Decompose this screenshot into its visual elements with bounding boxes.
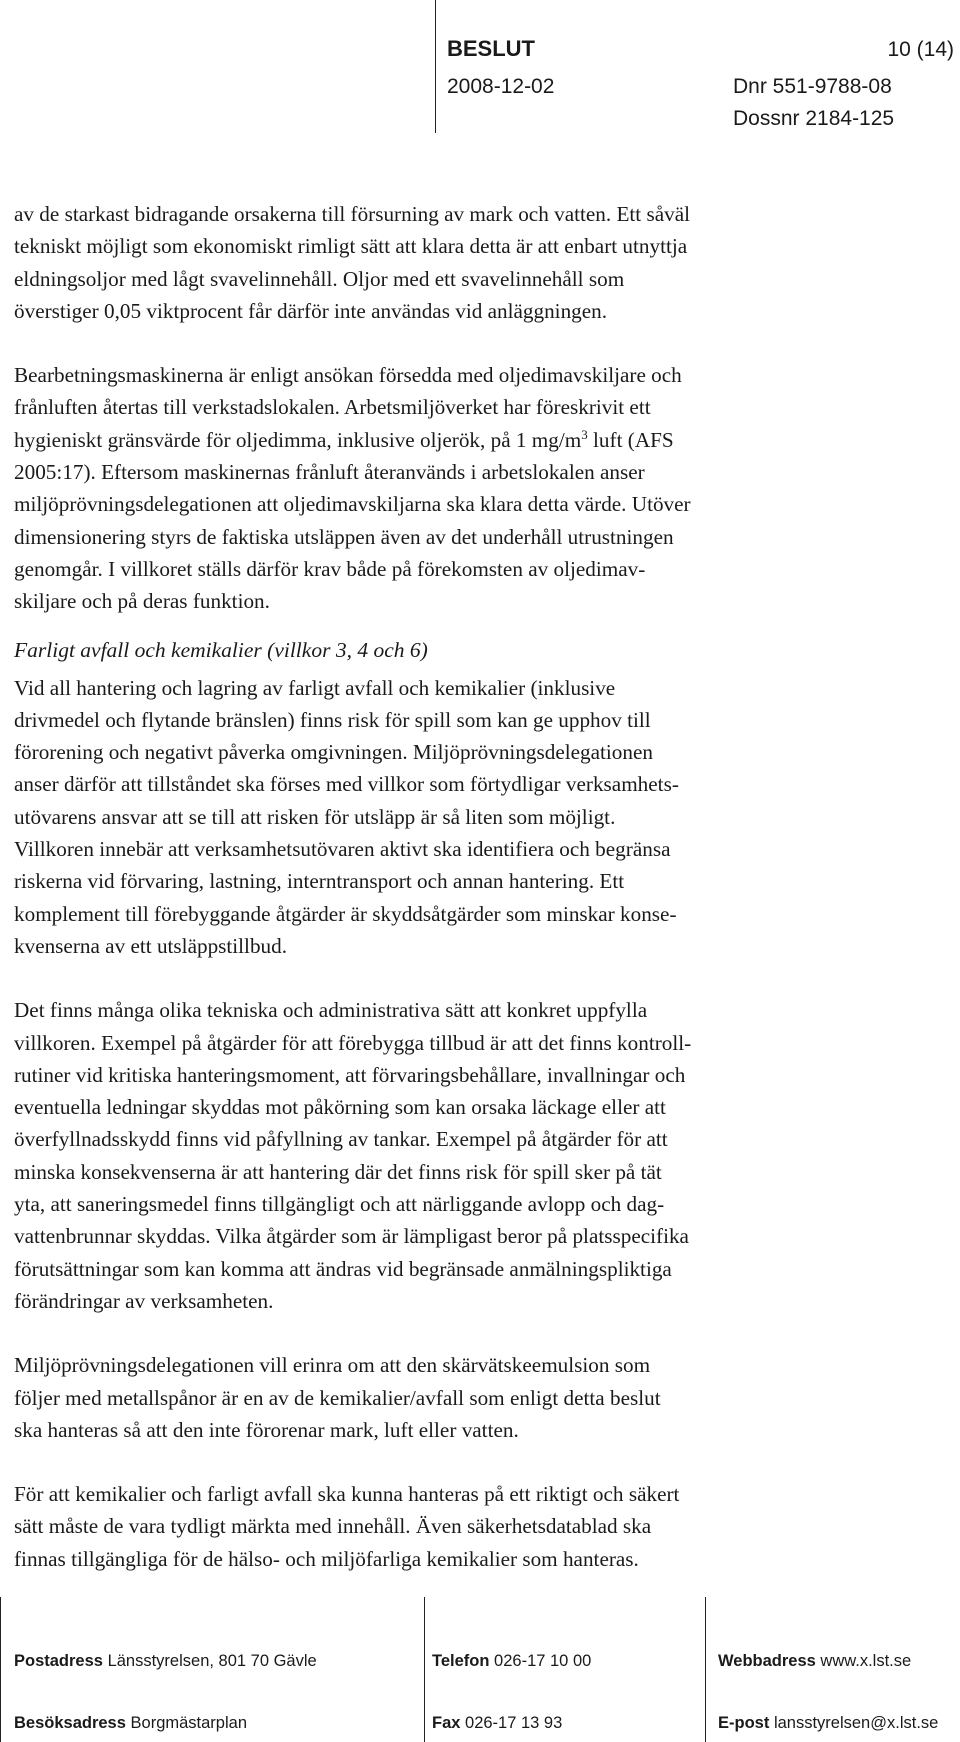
footer-label: Telefon: [432, 1652, 490, 1670]
text-line: överstiger 0,05 viktprocent får därför inte användas vid anläggningen.: [14, 298, 608, 323]
text-line: sätt måste de vara tydligt märkta med innehåll. Även säkerhetsdatablad ska: [14, 1514, 652, 1539]
header-divider: [435, 0, 436, 133]
website-link[interactable]: www.x.lst.se: [820, 1652, 912, 1670]
text-line: riskerna vid förvaring, lastning, interntransport och annan hantering. Ett: [14, 869, 625, 894]
paragraph-emulsion: [14, 1349, 894, 1446]
footer-divider: [0, 1597, 1, 1742]
text-line: överfyllnadsskydd finns vid påfyllning av tankar. Exempel på åtgärder för att: [14, 1127, 668, 1152]
footer-value: Borgmästarplan: [130, 1714, 247, 1732]
text-line: rutiner vid kritiska hanteringsmoment, att förvaringsbehållare, invallningar och: [14, 1062, 686, 1087]
text-line: tekniskt möjligt som ekonomiskt rimligt sätt att klara detta är att enbart utnyttja: [14, 234, 688, 259]
text-fragment: hygieniskt gränsvärde för oljedimma, inklusive oljerök, på 1 mg/m: [14, 427, 582, 452]
text-line: Det finns många olika tekniska och administrativa sätt att konkret uppfylla: [14, 998, 648, 1023]
footer-value: 026-17 13 93: [465, 1714, 563, 1732]
diary-number: Dnr 551-9788-08: [733, 75, 892, 98]
footer-fax: [432, 1714, 562, 1733]
text-line: av de starkast bidragande orsakerna till försurning av mark och vatten. Ett såväl: [14, 202, 691, 226]
text-line: miljöprövningsdelegationen att oljedimavskiljarna ska klara detta värde. Utöver: [14, 492, 691, 517]
text-line: Bearbetningsmaskinerna är enligt ansökan försedda med oljedimavskiljare och: [14, 363, 682, 388]
text-line: skiljare och på deras funktion.: [14, 589, 270, 614]
paragraph-labeling: [14, 1478, 894, 1575]
page-footer: [0, 1597, 960, 1742]
footer-divider: [705, 1597, 706, 1742]
text-line: Villkoren innebär att verksamhetsutövaren aktivt ska identifiera och begränsa: [14, 837, 671, 862]
text-line: vattenbrunnar skyddas. Vilka åtgärder som är lämpligast beror på platsspecifika: [14, 1224, 689, 1249]
text-line: förändringar av verksamheten.: [14, 1288, 274, 1313]
text-fragment: luft (AFS: [587, 427, 674, 452]
footer-email: [718, 1714, 938, 1733]
footer-divider: [424, 1597, 425, 1742]
text-line: komplement till förebyggande åtgärder är skyddsåtgärder som minskar konse-: [14, 901, 677, 926]
footer-label: Besöksadress: [14, 1714, 126, 1732]
text-line: Vid all hantering och lagring av farligt avfall och kemikalier (inklusive: [14, 675, 616, 700]
text-line: finnas tillgängliga för de hälso- och miljöfarliga kemikalier som hanteras.: [14, 1546, 639, 1571]
footer-label: Fax: [432, 1714, 461, 1732]
page-number: 10 (14): [887, 38, 954, 61]
footer-postal-address: [14, 1652, 317, 1671]
document-type: BESLUT: [447, 36, 535, 61]
text-line: yta, att saneringsmedel finns tillgängligt och att närliggande avlopp och dag-: [14, 1192, 665, 1217]
text-line: följer med metallspånor är en av de kemikalier/avfall som enligt detta beslut: [14, 1385, 661, 1410]
text-line: eldningsoljor med lågt svavelinnehåll. Oljor med ett svavelinnehåll som: [14, 266, 625, 291]
dossier-number: Dossnr 2184-125: [733, 107, 895, 130]
text-line: kvenserna av ett utsläppstillbud.: [14, 933, 288, 958]
text-line: drivmedel och flytande bränslen) finns risk för spill som kan ge upphov till: [14, 707, 651, 732]
text-line: För att kemikalier och farligt avfall ska kunna hanteras på ett riktigt och säkert: [14, 1482, 680, 1507]
footer-phone: [432, 1652, 591, 1671]
text-line: anser därför att tillståndet ska förses med villkor som förtydligar verksamhets-: [14, 772, 679, 797]
document-date: 2008-12-02: [447, 75, 555, 98]
text-line: förutsättningar som kan komma att ändras vid begränsade anmälningspliktiga: [14, 1256, 672, 1281]
text-line: [14, 424, 894, 456]
section-heading: Farligt avfall och kemikalier (villkor 3, 4 och 6): [14, 637, 428, 662]
paragraph-sulfur: [14, 198, 894, 327]
footer-label: E-post: [718, 1714, 770, 1732]
text-line: ska hanteras så att den inte förorenar mark, luft eller vatten.: [14, 1417, 519, 1442]
text-line: minska konsekvenserna är att hantering där det finns risk för spill sker på tät: [14, 1159, 662, 1184]
document-body: [14, 198, 894, 1607]
footer-website: [718, 1652, 911, 1671]
footer-visiting-address: [14, 1714, 247, 1733]
email-link[interactable]: lansstyrelsen@x.lst.se: [773, 1714, 939, 1732]
paragraph-measures: [14, 994, 894, 1317]
footer-value: 026-17 10 00: [494, 1652, 592, 1670]
text-line: utövarens ansvar att se till att risken för utsläpp är så liten som möjligt.: [14, 804, 616, 829]
paragraph-hazardous-waste: [14, 672, 894, 963]
text-line: Miljöprövningsdelegationen vill erinra om att den skärvätskeemulsion som: [14, 1353, 651, 1378]
text-line: villkoren. Exempel på åtgärder för att förebygga tillbud är att det finns kontroll-: [14, 1030, 692, 1055]
footer-label: Postadress: [14, 1652, 103, 1670]
text-line: frånluften återtas till verkstadslokalen. Arbetsmiljöverket har föreskrivit ett: [14, 395, 651, 420]
text-line: dimensionering styrs de faktiska utsläppen även av det underhåll utrustningen: [14, 524, 674, 549]
text-line: 2005:17). Eftersom maskinernas frånluft återanvänds i arbetslokalen anser: [14, 460, 645, 485]
footer-label: Webbadress: [718, 1652, 816, 1670]
text-line: förorening och negativt påverka omgivningen. Miljöprövningsdelegationen: [14, 740, 653, 765]
text-line: eventuella ledningar skyddas mot påkörning som kan orsaka läckage eller att: [14, 1095, 666, 1120]
footer-value: Länsstyrelsen, 801 70 Gävle: [107, 1652, 317, 1670]
text-line: genomgår. I villkoret ställs därför krav både på förekomsten av oljedimav-: [14, 556, 646, 581]
paragraph-oil-mist: [14, 359, 894, 617]
superscript: 3: [581, 426, 588, 442]
